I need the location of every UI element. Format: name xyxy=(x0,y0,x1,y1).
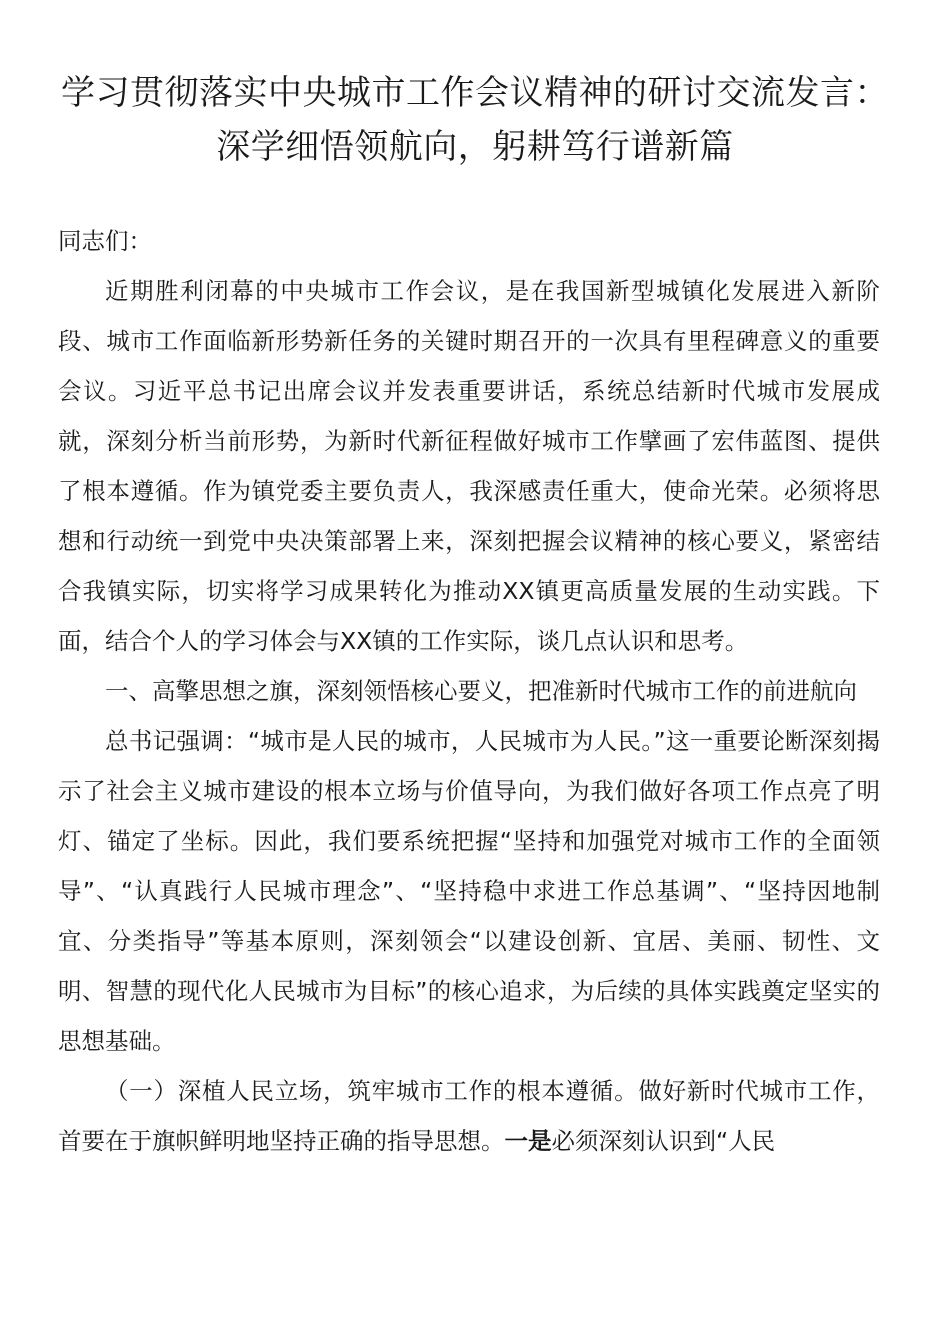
subsection-text-end: 必须深刻认识到“人民 xyxy=(551,1127,776,1155)
document-title: 学习贯彻落实中央城市工作会议精神的研讨交流发言：深学细悟领航向，躬耕笃行谱新篇 xyxy=(61,73,889,167)
paragraph-subsection-1 xyxy=(58,1066,880,1166)
subsection-text-start: （一）深植人民立场，筑牢城市工作的根本遵循。做好新时代城市工作，首要在于旗帜鲜明地坚持正确的指导思想。 xyxy=(58,1077,880,1155)
bold-marker: 一是 xyxy=(504,1127,552,1155)
paragraph-section-1: 总书记强调：“城市是人民的城市，人民城市为人民。”这一重要论断深刻揭示了社会主义城市建设的根本立场与价值导向，为我们做好各项工作点亮了明灯、锚定了坐标。因此，我们要系统把握“坚持和加强党对城市工作的全面领导”、“认真践行人民城市理念”、“坚持稳中求进工作总基调”、“坚持因地制宜、分类指导”等基本原则，深刻领会“以建设创新、宜居、美丽、韧性、文明、智慧的现代化人民城市为目标”的核心追求，为后续的具体实践奠定坚实的思想基础。 xyxy=(58,727,880,1055)
document-body xyxy=(58,216,880,1166)
paragraph-intro: 近期胜利闭幕的中央城市工作会议，是在我国新型城镇化发展进入新阶段、城市工作面临新形势新任务的关键时期召开的一次具有里程碑意义的重要会议。习近平总书记出席会议并发表重要讲话，系统总结新时代城市发展成就，深刻分析当前形势，为新时代新征程做好城市工作擘画了宏伟蓝图、提供了根本遵循。作为镇党委主要负责人，我深感责任重大，使命光荣。必须将思想和行动统一到党中央决策部署上来，深刻把握会议精神的核心要义，紧密结合我镇实际，切实将学习成果转化为推动XX镇更高质量发展的生动实践。下面，结合个人的学习体会与XX镇的工作实际，谈几点认识和思考。 xyxy=(58,277,880,655)
section-heading-1: 一、高擎思想之旗，深刻领悟核心要义，把准新时代城市工作的前进航向 xyxy=(105,677,857,705)
salutation: 同志们： xyxy=(58,227,152,255)
